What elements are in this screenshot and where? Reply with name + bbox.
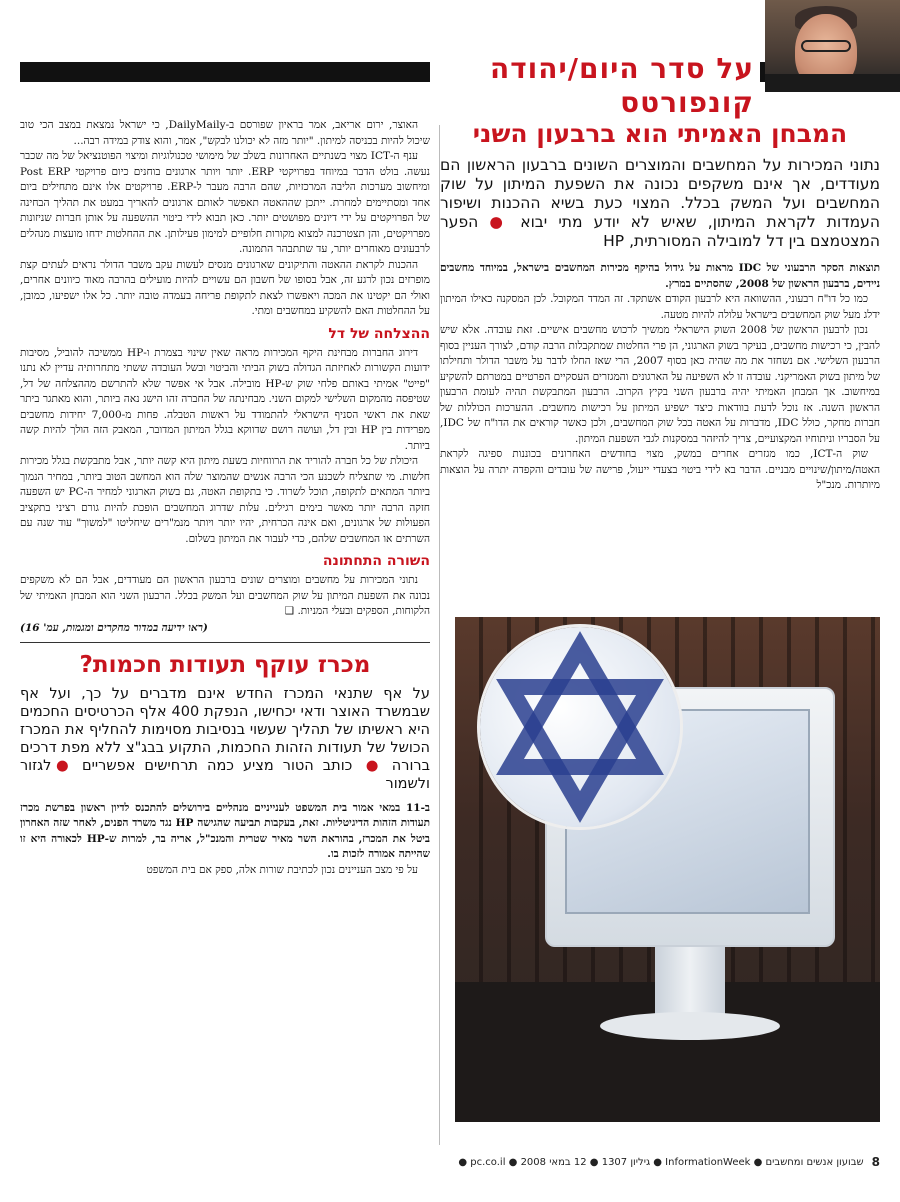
column-divider bbox=[439, 125, 440, 1145]
bottom-line-text: נתוני המכירות על מחשבים ומוצרים שונים ברבעון הראשון הם מעודדים, אבל הם לא משקפים נכונה את השפעת המיתון על שוק המחשבים ועל המשק בכלל. הרבעון השני הוא המבחן האמיתי של הלקוחות, הספקים ובעלי המניות. bbox=[20, 574, 430, 617]
left-intro-paragraph: ענף ה-ICT מצוי בשנתיים האחרונות בשלב של מימושי טכנולוגיות ומיצוי הפוטנציאל של מה שכבר נעשה. בולט הדבר במיוחד בפרויקטי ERP. יותר ויותר ארגונים בוחנים כיום פרויקטי Post ERP ומיחשוב מערכות הליבה המרכזיות, שהם הרבה מעבר ל-ERP. פרויקטים אלו אינם מתחילים ביום אחד ומסתיימים למחרת. ייתכן שההאטה תאפשר לאותם ארגונים להאריך במעט את תהליך הבחינה של הפרויקטים על ידי דיונים מפושטים יותר. כאן תבוא לידי ביטוי ההשפעה על אותן חברות שניזונות מפרויקטים, והן תצטרכנה למצוא מקורות חלופיים למימון פעילותן. את ההחלטות ידחו מועצות מנהלים לרבעונים מאוחרים יותר, עד שתתבהר התמונה. bbox=[20, 150, 431, 255]
bullet-dot-icon: ● bbox=[483, 213, 510, 231]
article1-lead: תוצאות הסקר הרבעוני של IDC מראות על גידול בהיקף מכירות המחשבים בישראל, במיוחד מחשבים ניידים, ברבעון הראשון של 2008, שהסתיים במרץ. bbox=[440, 262, 881, 290]
star-of-david-icon bbox=[480, 627, 680, 827]
left-intro-paragraph: האוצר, ירום אריאב, אמר בראיון שפורסם ב-DailyMaily, כי ישראל נמצאת במצב הכי טוב שיכול להיות בכניסה למיתון. "יותר מזה לא יכולנו לבקש", אמר, והוא צודק במידה רבה... bbox=[20, 119, 430, 147]
subhead-dell: ההצלחה של דל bbox=[328, 325, 430, 342]
left-intro-paragraph: ההכנות לקראת ההאטה והתיקונים שארגונים מנסים לעשות עקב משבר הדולר נראים לעתים קצת מופרזים נכון לרגע זה, אבל בסופו של חשבון הם עשויים להיות מועילים בהרבה מאוד כיוונים אחרים, ואולי הם יקטינו את המכה ויאפשרו לצאת לתקופת פריחה בעמדה טובה יותר. כל אלו ישפיעו, כמובן, על ההחלטות האם להשקיע במחשבים ומתי. bbox=[20, 258, 430, 317]
article2-deck bbox=[20, 685, 430, 793]
page-number: 8 bbox=[871, 1155, 880, 1169]
article2-deck-end: לגזור ולשמור bbox=[20, 757, 430, 792]
article2-lead: ב-11 במאי אמור בית המשפט לענייניים מנהליים בירושלים להתכנס לדיון ראשון בפרשת מכרז תעודות הזהות הדיגיטליות. זאת, בעקבות תביעה שהגישה HP נגד משרד הפנים, לאחר שזה האחרון ביטל את המכרז, בהוראת השר מאיר שטרית והמנכ"ל, אריה בר, למרות ש-HP לכאורה היא זו שהייתה אמורה לזכות בו. bbox=[20, 801, 430, 860]
portrait-shirt bbox=[765, 74, 900, 92]
dell-paragraph: היכולת של כל חברה להוריד את הרווחיות בשעת מיתון היא קשה יותר, אבל מתבקשת בגלל מכירות חלשות. מי שתצליח לשכנע הכי הרבה אנשים שהמוצר שלה הוא המחשב הטוב ביותר, במחיר הנמוך ביותר המתאים לתקופה, תוכל לשרוד. כי בתקופת האטה, גם בשוק הארגוני למחיר ה-PC יש השפעה חזקה הרבה יותר מאשר בימים רגילים. עלות שדרוג המחשבים הופכת להיות גורם רציני בתקציב הפעולות של ארגונים, ואם אינה הכרחית, יהיו יותר ויותר מנמ"רים שיחליטו "למשוך" עוד שנה עם השרתים או המחשבים שלהם, כדי לעבור את המיתון בשלום. bbox=[20, 455, 430, 545]
bullet-dot-icon: ● bbox=[55, 757, 74, 774]
cross-reference: (ראו ידיעה במדור מחקרים ומגמות, עמ' 16) bbox=[20, 621, 208, 634]
page-footer bbox=[20, 1152, 880, 1172]
article2-deck-text: על אף שתנאי המכרז החדש אינם מדברים על כך, ועל אף שבמשרד האוצר ודאי יכחישו, הנפקת 400 אלף הכרטיסים החכמים היא ראשיתו של תהליך שעשוי בנסיבות מסוימות להחליף את המכרז הכושל של תעודות הזהות החכמות, התקוע בבג"צ ללא מפת דרכים ברורה bbox=[20, 685, 430, 774]
article1-deck-text: נתוני המכירות על המחשבים והמוצרים השונים ברבעון הראשון הם מעודדים, אך אינם משקפים נכונה את השפעת המיתון על שוק המחשבים ועל המשק בכלל. המצוי כעת בשיא ההכנות ושיפור העמדות לקראת המיתון, שאיש לא יודע מתי יבוא bbox=[440, 156, 881, 231]
column-title: על סדר היום/יהודה קונפורטס bbox=[430, 52, 760, 86]
end-square-icon: ❑ bbox=[284, 605, 295, 617]
footer-publication-line: שבועון אנשים ומחשבים ● InformationWeek ● גיליון 1307 ● 12 במאי 2008 ● pc.co.il ● bbox=[458, 1156, 864, 1168]
dell-paragraph: דירוג החברות מבחינת היקף המכירות מראה שאין שינוי בצמרת ו-HP ממשיכה להוביל, מסיבות ידועות הקשורות לאחיזתה הגדולה בשוק הביתי והביטוי ובשל העובדה ששתי מתחרותיה עדיין לא נתנו "פייט" אמיתי באותם פלחי שוק ש-HP מובילה. אבל אי אפשר שלא להתרשם מההצלחה של דל, שטיפסה מהמקום השלישי למקום השני. מבחינתה של החברה זהו הישג נאה ביותר, והוא מאתגר ביתר שאת את ראשי הסניף הישראלי להתמודד על ראשות הטבלה. פחות מ-7,000 יחידות מחשבים מפרידות בין HP ובין דל, ועושה רושם שדווקא בגלל המיתון המדובר, המאבק הזה הולך להיות קשה ביותר. bbox=[20, 346, 430, 452]
author-portrait bbox=[765, 0, 900, 92]
article1-paragraph: שוק ה-ICT, כמו מגזרים אחרים במשק, מצוי בחודשים האחרונים בכוננות ספיגה לקראת האטה/מיתון/שינויים מבניים. הדבר בא לידי ביטוי בצעדי ייעול, פרישה של עובדים והקפדה יתרה על הוצאות מיותרות. מנכ"ל bbox=[440, 448, 880, 491]
article-left-column bbox=[20, 118, 430, 878]
article2-headline: מכרז עוקף תעודות חכמות? bbox=[79, 651, 371, 678]
article-right-column bbox=[440, 118, 880, 494]
article1-paragraph: נכון לרבעון הראשון של 2008 השוק הישראלי ממשיך לרכוש מחשבים אישיים. זאת עובדה. אלא שיש להבין, כי רכישות מחשבים, בעיקר בשוק הארגוני, הן פרי החלטות שמתקבלות הרבה קודם, לצורך העניין בסוף הרבעון השלישי. אם נשחזר את מה שהיה כאן בסוף 2007, הרי שאז החלו לדבר על משבר הדולר ותחילתו של מיתון בשוק האמריקני. עובדה זו לא השפיעה על הארגונים והמגזרים העסקיים הפרטיים במטרתם להשקיע במיחשוב. אך המבחן האמיתי יהיה ברבעון השני בקיץ הקרוב. הרבעון המתבקשת תהיה לעומת הרבעון הראשון השנה. אז נוכל לדעת בוודאות כיצד ישפיע המיתון על רכישות מחשבים. ההערכות הכוללות של חברות מחקר, כולל IDC, מדברות על האטה בכל שוק המחשבים, ולכן כאשר קוראים את הדו"ח של IDC, על הסבריו וניתוחיו המקצועיים, צריך להיזהר במסקנות לגבי השפעת המיתון. bbox=[440, 324, 880, 445]
article1-headline: המבחן האמיתי הוא ברבעון השני bbox=[472, 119, 848, 148]
monitor-flag-photo bbox=[455, 617, 880, 1122]
monitor-stand bbox=[655, 947, 725, 1017]
bottom-line-paragraph bbox=[20, 573, 430, 620]
article1-deck-end: הפער המצטמצם בין דל למובילה המסורתית, HP bbox=[440, 213, 880, 250]
subhead-bottom-line: השורה התחתונה bbox=[322, 553, 430, 569]
header-banner bbox=[0, 0, 900, 119]
flag-bubble bbox=[480, 627, 680, 827]
article1-paragraph: כמו כל דו"ח רבעוני, ההשוואה היא לרבעון הקודם אשתקד. זה המדד המקובל. לכן המסקנה כאילו המיתון ידלג מעל שוק המחשבים בישראל עלולה להיות מטעה. bbox=[440, 293, 880, 321]
article2-paragraph: על פי מצב העניינים נכון לכתיבת שורות אלה, ספק אם בית המשפט bbox=[146, 863, 418, 876]
bullet-dot-icon: ● bbox=[361, 757, 383, 774]
article1-deck bbox=[440, 156, 880, 251]
article2-deck-mid: כותב הטור מציע כמה תרחישים אפשריים bbox=[73, 757, 362, 774]
section-divider bbox=[20, 642, 430, 643]
portrait-glasses bbox=[801, 40, 851, 52]
monitor-base bbox=[600, 1012, 780, 1040]
